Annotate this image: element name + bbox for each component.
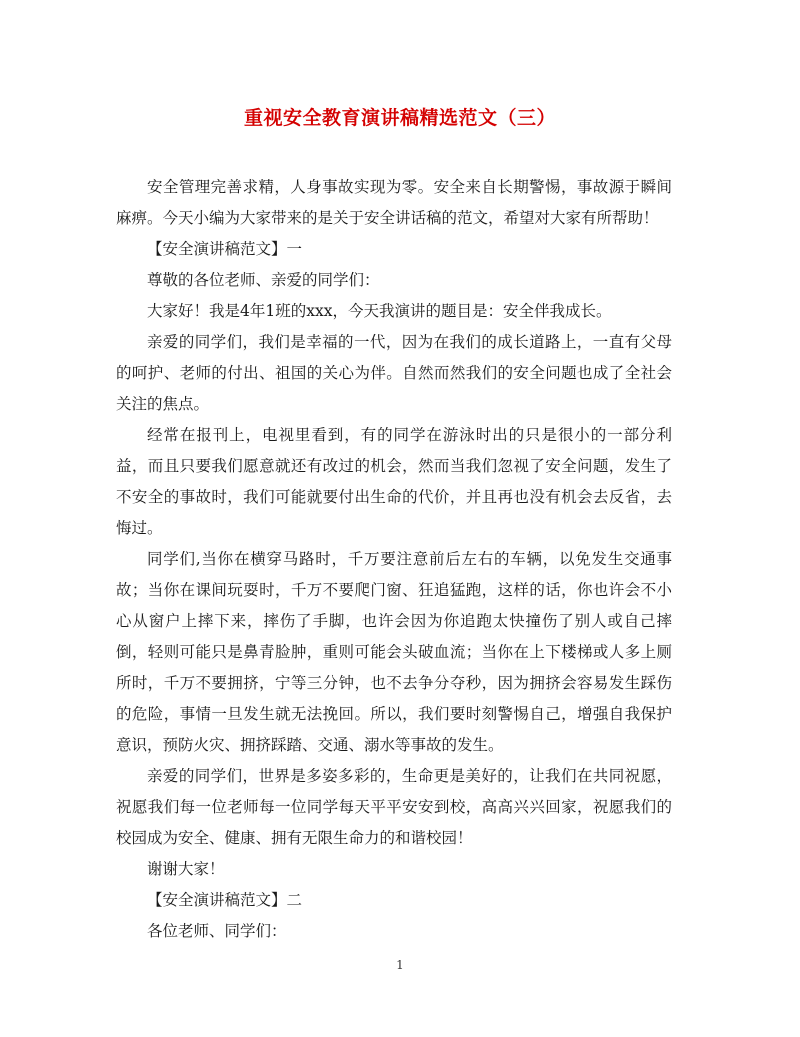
salutation: 各位老师、同学们：: [147, 922, 287, 940]
body-paragraph: 同学们,当你在横穿马路时，千万要注意前后左右的车辆，以免发生交通事故；当你在课间玩耍时，千万不要爬门窗、狂追猛跑，这样的话，你也许会不小心从窗户上摔下来，摔伤了手脚，也许会因为你追跑太快撞伤了别人或自己摔倒，轻则可能只是鼻青脸肿，重则可能会头破血流；当你在上下楼梯或人多上厕所时，千万不要拥挤，宁等三分钟，也不去争分夺秒，因为拥挤会容易发生踩伤的危险，事情一旦发生就无法挽回。所以，我们要时刻警惕自己，增强自我保护意识，预防火灾、拥挤踩踏、交通、溺水等事故的发生。: [116, 550, 672, 754]
closing-line: 谢谢大家！: [147, 860, 225, 878]
document-body: [116, 172, 672, 947]
document-title: 重视安全教育演讲稿精选范文（三）: [243, 107, 556, 129]
body-paragraph: 亲爱的同学们，我们是幸福的一代，因为在我们的成长道路上，一直有父母的呵护、老师的付出、祖国的关心为伴。自然而然我们的安全问题也成了全社会关注的焦点。: [116, 333, 672, 413]
page-number: 1: [396, 958, 404, 972]
section-heading-1: 【安全演讲稿范文】一: [147, 240, 303, 258]
body-paragraph: 亲爱的同学们，世界是多姿多彩的，生命更是美好的，让我们在共同祝愿，祝愿我们每一位老师每一位同学每天平平安安到校，高高兴兴回家，祝愿我们的校园成为安全、健康、拥有无限生命力的和谐校园！: [116, 767, 672, 847]
salutation: 尊敬的各位老师、亲爱的同学们：: [147, 271, 380, 289]
section-heading-2: 【安全演讲稿范文】二: [147, 891, 303, 909]
greeting-paragraph: 大家好！我是4年1班的xxx，今天我演讲的题目是：安全伴我成长。: [147, 302, 612, 320]
body-paragraph: 经常在报刊上，电视里看到，有的同学在游泳时出的只是很小的一部分利益，而且只要我们愿意就还有改过的机会，然而当我们忽视了安全问题，发生了不安全的事故时，我们可能就要付出生命的代价，并且再也没有机会去反省，去悔过。: [116, 426, 672, 537]
intro-paragraph: 安全管理完善求精，人身事故实现为零。安全来自长期警惕，事故源于瞬间麻痹。今天小编为大家带来的是关于安全讲话稿的范文，希望对大家有所帮助！: [116, 178, 672, 227]
